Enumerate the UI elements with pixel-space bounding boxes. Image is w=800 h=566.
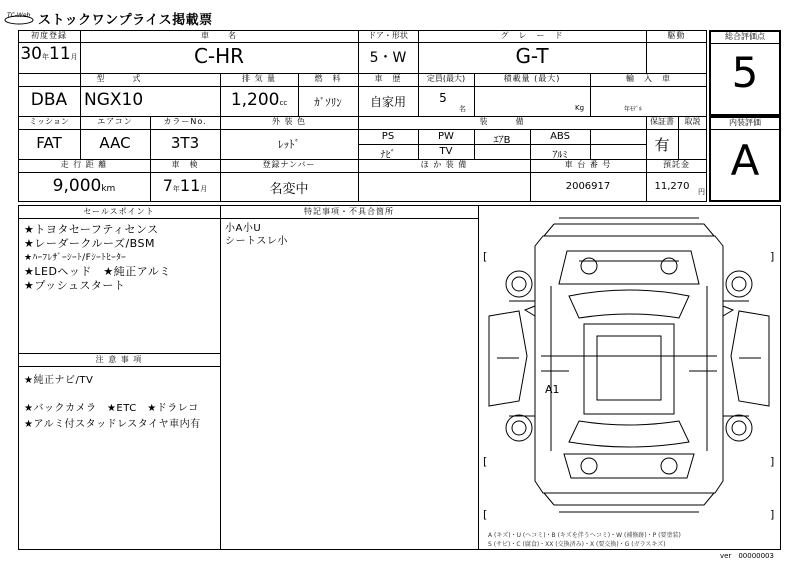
plate-label: 登録ナンバー [262, 160, 316, 169]
car-name-value: C-HR [193, 44, 245, 68]
door-shape-value: 5・W [369, 50, 407, 66]
reg-year: 30 [20, 44, 42, 64]
bracket-rl-open: [ [483, 455, 488, 468]
inspection-value [150, 176, 220, 195]
plate-value: 名変中 [269, 182, 309, 197]
list-item: シートスレ小 [225, 236, 288, 247]
grade-value: G-T [515, 44, 549, 68]
import-label: 輸 入 車 [626, 74, 671, 83]
warranty-value: 有 [654, 136, 670, 154]
equip-airbag: ｴｱB [493, 135, 511, 146]
deposit-value: 11,270 [654, 181, 690, 192]
import-model-year: 年ﾓﾃﾞﾙ [624, 106, 643, 113]
mileage-value [18, 176, 150, 196]
displacement-label: 排 気 量 [241, 74, 277, 83]
page-title: ストックワンプライス掲載票 [38, 13, 213, 28]
logo [4, 10, 34, 22]
overall-score-value: 5 [731, 48, 759, 97]
exterior-color-value: ﾚｯﾄﾞ [278, 138, 300, 151]
equip-alloy: ｱﾙﾐ [552, 150, 568, 161]
chassis-no-label: 車 台 番 号 [564, 160, 612, 169]
equipment-label: 装 備 [479, 117, 525, 126]
list-item: ★LEDヘッド ★純正アルミ [24, 265, 171, 278]
deposit-unit: 円 [698, 188, 705, 196]
equip-navi: ﾅﾋﾞ [380, 150, 396, 161]
drive-label: 駆動 [667, 31, 686, 40]
list-item: ★アルミ付スタッドレスタイヤ車内有 [24, 419, 201, 430]
bracket-bl-open: [ [483, 508, 488, 521]
warranty-label: 保証書 [650, 117, 674, 126]
selling-points-label: セールスポイント [83, 207, 155, 216]
damage-marker: A1 [545, 383, 560, 396]
first-reg-value [18, 44, 80, 72]
list-item: ★プッシュスタート [24, 279, 126, 292]
cautions-list [24, 375, 210, 431]
mission-label: ミッション [29, 117, 69, 126]
displacement-number: 1,200 [230, 90, 280, 110]
list-item: ★純正ナビ/TV [24, 375, 94, 386]
bracket-fl-open: [ [483, 250, 488, 263]
displacement-unit: cc [279, 99, 288, 107]
capacity-value: 5 [439, 91, 447, 105]
model-prefix-value: DBA [30, 90, 68, 110]
other-equipment-label: ほ か 装 備 [420, 160, 468, 169]
mission-value: FAT [36, 134, 62, 152]
color-no-value: 3T3 [170, 134, 200, 152]
car-diagram [479, 206, 780, 531]
list-item: ★ﾊｰﾌﾚｻﾞｰｼｰﾄ/Fｼｰﾄﾋｰﾀｰ [24, 253, 127, 263]
capacity-label: 定員(最大) [426, 74, 466, 83]
selling-points-list [24, 223, 218, 293]
list-item: ★トヨタセーフティセンス [24, 223, 159, 236]
door-shape-label: ドア・形状 [368, 31, 408, 40]
list-item: ★バックカメラ ★ETC ★ドラレコ [24, 403, 199, 414]
interior-score-label: 内装評価 [729, 118, 761, 127]
reg-year-unit: 年 [42, 53, 49, 61]
mileage-number: 9,000 [52, 176, 102, 196]
load-unit: Kg [575, 104, 585, 112]
bracket-rr-close: ] [770, 455, 775, 468]
history-label: 車 歴 [374, 74, 402, 83]
fuel-label: 燃 料 [314, 74, 342, 83]
diagram-legend-line1: A (キズ)・U (ヘコミ)・B (キズを伴うヘコミ)・W (補修跡)・P (要塗装) [488, 532, 681, 539]
interior-score-value: A [730, 136, 760, 185]
manual-label: 取説 [684, 117, 701, 126]
displacement-value [220, 90, 298, 110]
equip-pw: PW [438, 131, 454, 142]
capacity-unit: 名 [459, 105, 466, 113]
bracket-fr-close: ] [770, 250, 775, 263]
aircon-label: エアコン [97, 117, 133, 126]
reg-month: 11 [49, 44, 71, 64]
inspection-month-unit: 月 [200, 185, 208, 193]
equip-ps: PS [381, 131, 395, 142]
inspection-month: 11 [179, 176, 201, 195]
equip-tv: TV [439, 146, 453, 157]
mileage-label: 走 行 距 離 [60, 160, 108, 169]
model-label: 型 式 [96, 74, 142, 83]
exterior-color-label: 外 装 色 [271, 117, 307, 126]
load-label: 積載量 (最大) [503, 74, 561, 83]
overall-score-label: 総合評価点 [725, 32, 765, 41]
diagram-legend-line2: S (サビ)・C (腐食)・XX (交換済み)・X (要交換)・G (ガラスキズ) [488, 541, 666, 548]
inspection-year: 7 [162, 176, 173, 195]
fuel-value: ｶﾞｿﾘﾝ [314, 96, 342, 109]
deposit-label: 預託金 [663, 160, 690, 169]
chassis-no-value: 2006917 [565, 181, 611, 192]
equip-abs: ABS [550, 131, 570, 142]
special-notes-list [225, 222, 475, 248]
color-no-label: カラーNo. [163, 117, 207, 126]
bracket-br-close: ] [770, 508, 775, 521]
logo-text: TC-Web [7, 12, 31, 19]
reg-month-unit: 月 [70, 53, 78, 61]
first-reg-label: 初度登録 [31, 31, 67, 40]
inspection-year-unit: 年 [172, 185, 180, 193]
version-text: ver 00000003 [720, 552, 774, 560]
mileage-unit: km [101, 184, 116, 194]
cautions-label: 注 意 事 項 [95, 355, 143, 364]
list-item: 小A小U [225, 223, 262, 234]
special-notes-label: 特記事項・不具合箇所 [304, 207, 394, 216]
car-name-label: 車 名 [201, 31, 237, 40]
inspection-label: 車 検 [171, 160, 199, 169]
model-value: NGX10 [84, 90, 144, 110]
aircon-value: AAC [99, 134, 131, 152]
history-value: 自家用 [369, 95, 406, 109]
list-item: ★レーダークルーズ/BSM [24, 237, 156, 250]
grade-label: グ レ ー ド [500, 31, 564, 40]
